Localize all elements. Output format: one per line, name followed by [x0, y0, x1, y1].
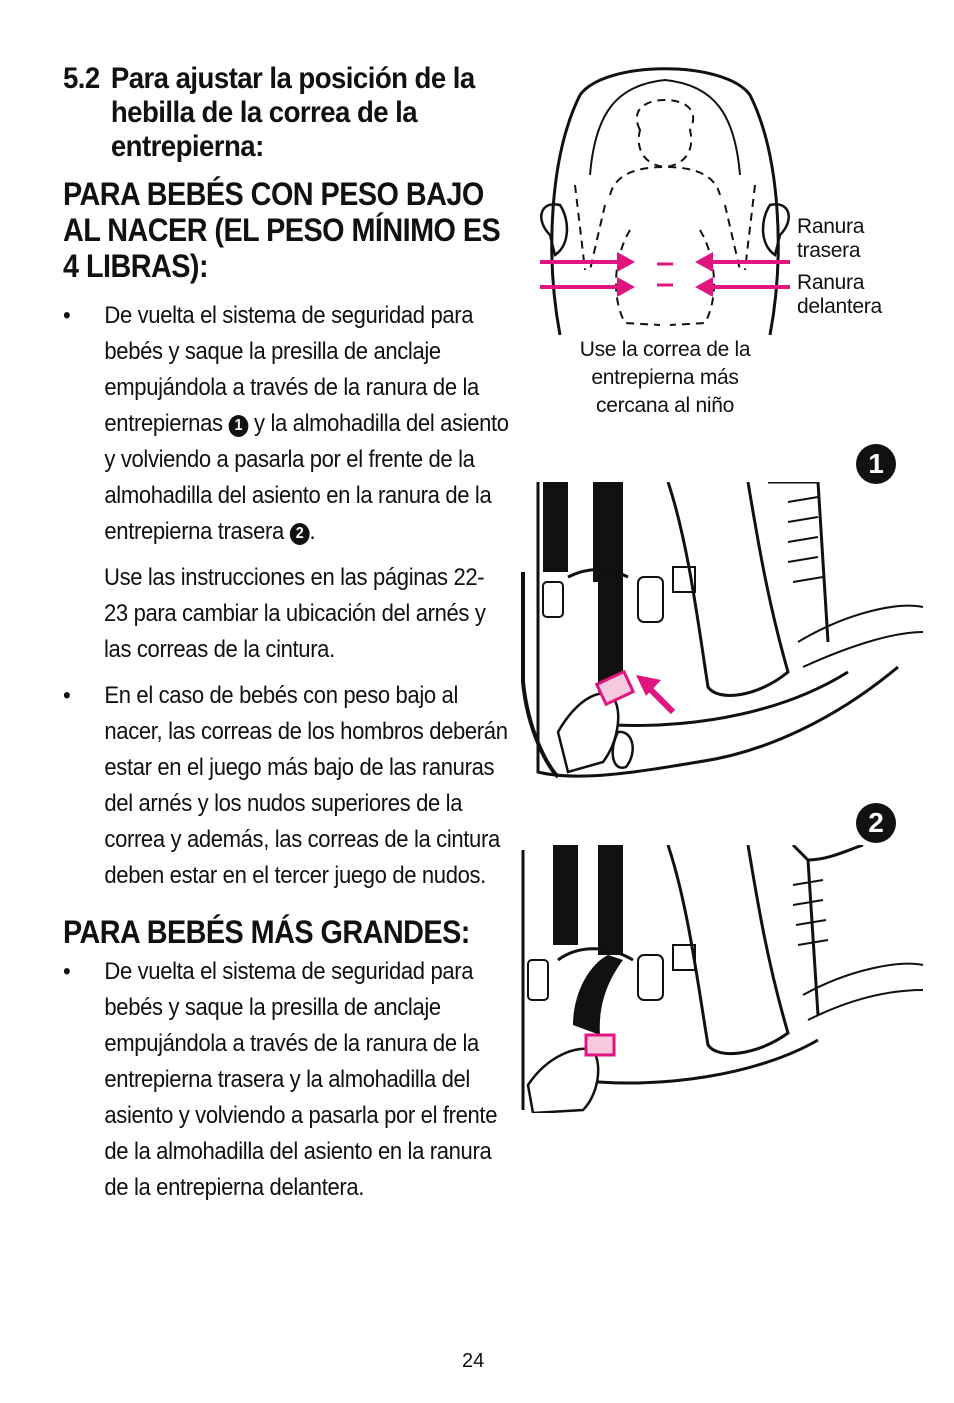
heading-larger-babies: PARA BEBÉS MÁS GRANDES: — [63, 914, 470, 950]
label-front-slot: Ranura delantera — [797, 271, 882, 318]
bullet-text: De vuelta el sistema de seguridad para bebés y saque la presilla de anclaje empujándola a través de la ranura de la entrepiernas 1 y la almohadilla del asiento y volviendo a pasarla por el frente de la almohadilla del asiento en la ranura de la entrepierna trasera 2 . — [104, 302, 509, 545]
bullet-text: De vuelta el sistema de seguridad para bebés y saque la presilla de anclaje empujándola a través de la ranura de la entrepierna trasera y la almohadilla del asiento y volviendo a pasarla por el frente de la almohadilla del asiento en la ranura de la entrepierna delantera. — [104, 958, 498, 1201]
list-item — [63, 678, 518, 894]
bullet-marker: • — [63, 958, 71, 985]
section-title-text: Para ajustar la posición de la hebilla de la correa de la entrepierna: — [110, 62, 475, 163]
bullet-marker: • — [63, 682, 71, 709]
list-item — [63, 954, 518, 1206]
step-ref-2-icon: 2 — [290, 523, 310, 545]
label-rear-slot: Ranura trasera — [797, 215, 865, 262]
step-1-illustration — [518, 482, 928, 782]
step-1-badge: 1 — [856, 444, 896, 484]
seat-top-view-illustration — [535, 55, 795, 340]
bullet-marker: • — [63, 302, 71, 329]
instructions-note: Use las instrucciones en las páginas 22- 23 para cambiar la ubicación del arnés y las correas de la cintura. — [104, 564, 486, 663]
step-2-illustration — [518, 845, 928, 1113]
main-text-column — [63, 62, 523, 1206]
figure-caption: Use la correa de la entrepierna más cercana al niño — [579, 338, 751, 417]
heading-low-weight: PARA BEBÉS CON PESO BAJO AL NACER (EL PESO MÍNIMO ES 4 LIBRAS): — [63, 176, 501, 284]
bullet-text: En el caso de bebés con peso bajo al nacer, las correas de los hombros deberán estar en el juego más bajo de las ranuras del arnés y los nudos superiores de la correa y además, las correas de la cintura deben estar en el tercer juego de nudos. — [104, 682, 508, 889]
section-number: 5.2 — [63, 62, 100, 95]
page-number: 24 — [462, 1350, 485, 1372]
list-item — [63, 298, 518, 550]
section-title — [63, 62, 523, 164]
step-2-badge: 2 — [856, 803, 896, 843]
step-ref-1-icon: 1 — [228, 415, 248, 437]
